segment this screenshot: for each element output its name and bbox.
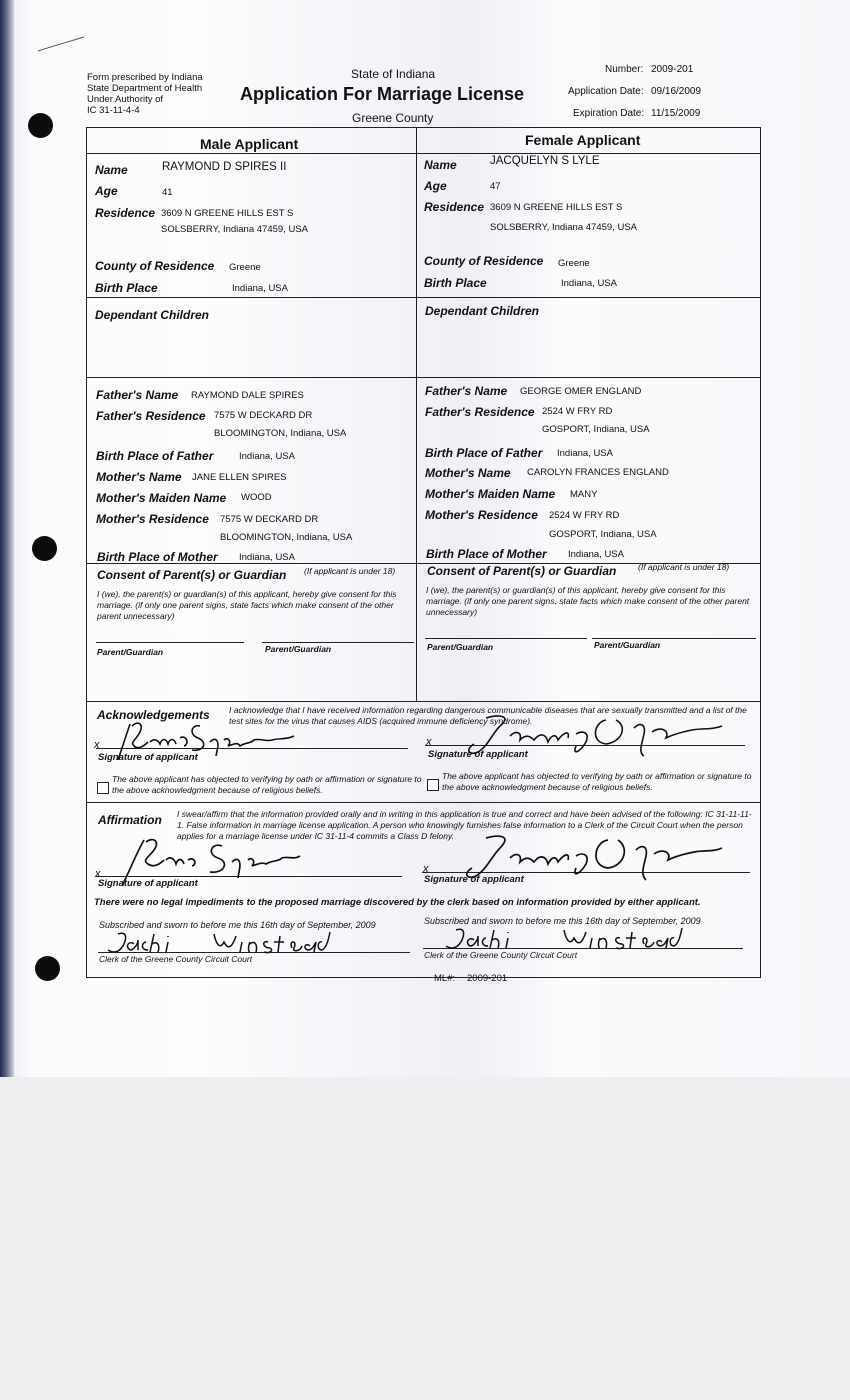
female-birth-place-of-father-value: Indiana, USA [557,448,613,459]
acknowledgements-heading: Acknowledgements [97,708,210,722]
female-mother-residence-line2: GOSPORT, Indiana, USA [549,529,657,540]
sign-mark: x [95,868,101,880]
no-impediments-statement: There were no legal impediments to the proposed marriage discovered by the clerk based on information provided by either applicant. [94,897,701,908]
clerk-title: Clerk of the Greene County Circuit Court [424,950,578,960]
female-affirmation-signature [426,832,726,888]
form-title: Application For Marriage License [240,84,525,104]
dependant-children-label: Dependant Children [425,304,540,318]
male-birth-place-value: Indiana, USA [232,283,288,294]
female-sworn-statement: Subscribed and sworn to before me this 16th day of September, 2009 [424,916,701,926]
male-father-residence-line1: 7575 W DECKARD DR [214,410,313,421]
male-birth-place-of-mother-value: Indiana, USA [239,552,295,563]
affirmation-text: I swear/affirm that the information provided orally and in writing in this application is true and correct and have been advised of the following: IC 31-11-11-1. False information in marriage license application. A person who knowingly furnishes false information to a Clerk of the Circuit Court when the person applies for a marriage license under IC 31-11-4 commits a Class D felony. [177,809,752,841]
female-birth-place-of-mother-value: Indiana, USA [568,549,624,560]
male-sworn-statement: Subscribed and sworn to before me this 16th day of September, 2009 [99,920,376,930]
female-father-name-value: GEORGE OMER ENGLAND [520,386,642,397]
form-note-line: Under Authority of [87,94,164,105]
male-birth-place-of-father-value: Indiana, USA [239,451,295,462]
mothers-name-label: Mother's Name [425,466,511,480]
expiration-date-value: 11/15/2009 [651,108,701,119]
clerk-title: Clerk of the Greene County Circuit Court [99,954,253,964]
residence-label: Residence [95,206,156,220]
consent-title: Consent of Parent(s) or Guardian [97,568,287,582]
acknowledgement-text: I acknowledge that I have received information regarding dangerous communicable diseases that are sexually transmitted and a list of the test sites for the virus that causes AIDS (acquired immune deficiency syndrome). [229,705,747,726]
female-residence-line2: SOLSBERRY, Indiana 47459, USA [490,222,637,233]
male-mother-maiden-name-value: WOOD [241,492,272,503]
female-age-value: 47 [490,181,501,192]
parent-signature-line[interactable] [592,638,756,639]
fathers-residence-label: Father's Residence [96,409,206,423]
affirmation-heading: Affirmation [98,813,162,827]
male-applicant-heading: Male Applicant [200,136,299,152]
fathers-name-label: Father's Name [96,388,179,402]
religious-objection-checkbox[interactable] [97,782,109,794]
fathers-residence-label: Father's Residence [425,405,535,419]
male-mother-name-value: JANE ELLEN SPIRES [192,472,287,483]
religious-objection-checkbox[interactable] [427,779,439,791]
name-label: Name [95,163,128,177]
birth-place-of-mother-label: Birth Place of Mother [97,550,218,564]
male-affirmation-signature [102,834,302,890]
sign-mark: x [426,736,432,748]
consent-text: I (we), the parent(s) or guardian(s) of this applicant, hereby give consent for this marriage. (if only one parent signs, state facts which make consent of the other parent unnecessary) [97,589,397,621]
state-name: State of Indiana [351,67,436,81]
fathers-name-label: Father's Name [425,384,508,398]
female-mother-residence-line1: 2524 W FRY RD [549,510,620,521]
column-divider [416,127,417,701]
male-residence-line2: SOLSBERRY, Indiana 47459, USA [161,224,308,235]
female-name-value: JACQUELYN S LYLE [490,155,600,167]
male-father-name-value: RAYMOND DALE SPIRES [191,390,304,401]
female-applicant-heading: Female Applicant [525,132,641,148]
age-label: Age [95,184,118,198]
mothers-maiden-name-label: Mother's Maiden Name [425,487,556,501]
pen-mark [36,33,88,55]
male-mother-residence-line2: BLOOMINGTON, Indiana, USA [220,532,353,543]
parent-guardian-label: Parent/Guardian [265,644,332,654]
male-acknowledgement-signature [100,716,300,762]
birth-place-label: Birth Place [95,281,158,295]
section-rule [86,377,760,378]
male-name-value: RAYMOND D SPIRES II [162,161,287,173]
dependant-children-label: Dependant Children [95,308,210,322]
application-date-label: Application Date: [568,86,644,97]
signature-of-applicant-label: Signature of applicant [428,749,528,760]
form-note-line: State Department of Health [87,83,203,94]
county-of-residence-label: County of Residence [95,259,215,273]
clerk-signature-left [104,928,334,958]
female-father-residence-line2: GOSPORT, Indiana, USA [542,424,650,435]
birth-place-of-mother-label: Birth Place of Mother [426,547,547,561]
consent-title: Consent of Parent(s) or Guardian [427,564,617,578]
female-mother-maiden-name-value: MANY [570,489,598,500]
binder-hole [28,113,53,138]
signature-of-applicant-label: Signature of applicant [98,752,198,763]
application-date-value: 09/16/2009 [651,86,702,97]
signature-of-applicant-label: Signature of applicant [98,878,198,889]
ml-number: 2009-201 [467,973,508,984]
birth-place-of-father-label: Birth Place of Father [425,446,543,460]
section-rule [86,297,760,298]
parent-guardian-label: Parent/Guardian [97,647,164,657]
female-residence-line1: 3609 N GREENE HILLS EST S [490,202,623,213]
mothers-residence-label: Mother's Residence [96,512,209,526]
signature-of-applicant-label: Signature of applicant [424,874,524,885]
binder-hole [32,536,57,561]
male-mother-residence-line1: 7575 W DECKARD DR [220,514,319,525]
form-note-line: Form prescribed by Indiana [87,72,203,83]
parent-guardian-label: Parent/Guardian [427,642,494,652]
consent-note: (If applicant is under 18) [638,562,730,572]
section-rule [86,701,760,702]
expiration-date-label: Expiration Date: [573,108,645,119]
female-father-residence-line1: 2524 W FRY RD [542,406,613,417]
clerk-signature-right [440,924,700,954]
parent-signature-line[interactable] [262,642,414,643]
parent-signature-line[interactable] [96,642,244,643]
mothers-maiden-name-label: Mother's Maiden Name [96,491,227,505]
birth-place-of-father-label: Birth Place of Father [96,449,214,463]
female-county-value: Greene [558,258,590,269]
birth-place-label: Birth Place [424,276,487,290]
form-authority-note [87,72,203,116]
heading-rule [86,153,760,154]
binder-hole [35,956,60,981]
number-label: Number: [605,64,644,75]
male-residence-line1: 3609 N GREENE HILLS EST S [161,208,294,219]
consent-text: I (we), the parent(s) or guardian(s) of this applicant, hereby give consent for this marriage. (if only one parent signs, state facts which make consent of the other parent unnecessary) [426,585,750,617]
section-rule [86,802,760,803]
county-of-residence-label: County of Residence [424,254,544,268]
name-label: Name [424,158,457,172]
parent-guardian-label: Parent/Guardian [594,640,661,650]
county-name: Greene County [352,111,434,125]
male-county-value: Greene [229,262,261,273]
page-edge [0,0,14,1077]
objection-text: The above applicant has objected to verifying by oath or affirmation or signature to the above acknowledgment because of religious beliefs. [112,774,422,795]
sign-mark: x [94,739,100,751]
residence-label: Residence [424,200,485,214]
parent-signature-line[interactable] [425,638,587,639]
objection-text: The above applicant has objected to verifying by oath or affirmation or signature to the above acknowledgment because of religious beliefs. [442,771,752,792]
number-value: 2009-201 [651,64,694,75]
age-label: Age [424,179,447,193]
female-birth-place-value: Indiana, USA [561,278,617,289]
female-acknowledgement-signature [430,712,730,762]
male-father-residence-line2: BLOOMINGTON, Indiana, USA [214,428,347,439]
mothers-name-label: Mother's Name [96,470,182,484]
male-age-value: 41 [162,187,173,198]
mothers-residence-label: Mother's Residence [425,508,538,522]
sign-mark: x [423,863,429,875]
form-note-line: IC 31-11-4-4 [87,105,140,116]
consent-note: (If applicant is under 18) [304,566,396,576]
ml-label: ML#: [434,973,456,984]
female-mother-name-value: CAROLYN FRANCES ENGLAND [527,467,669,478]
